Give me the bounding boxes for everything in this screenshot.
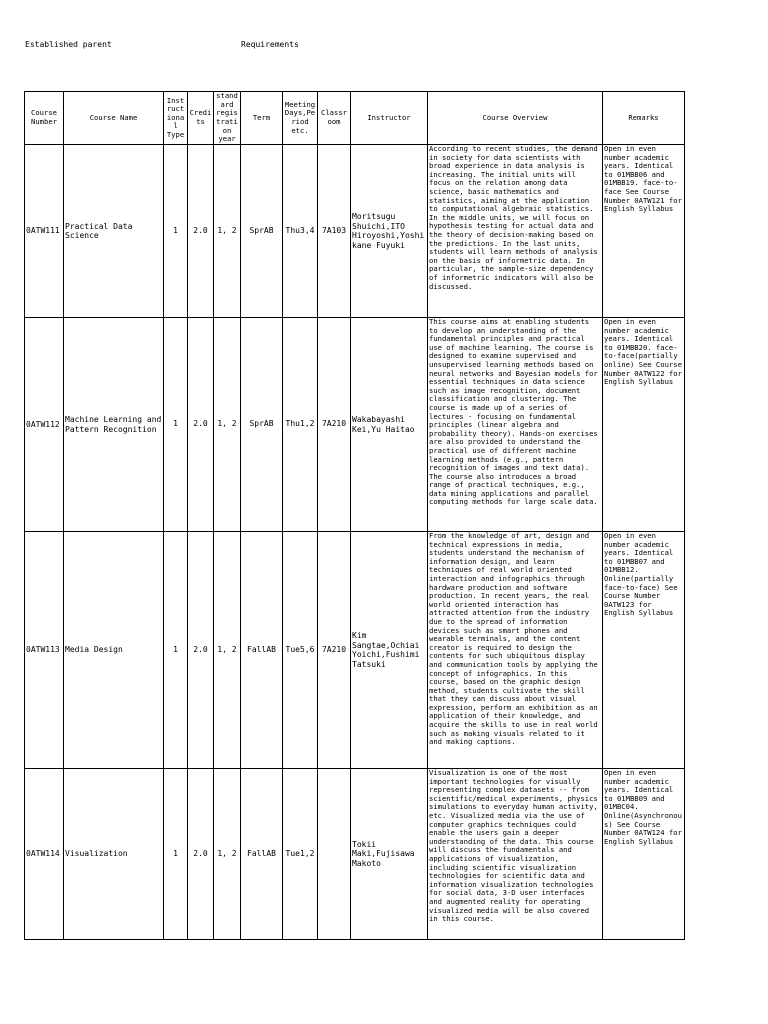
meeting-days: Tue1,2 [283,769,318,940]
course-number: 0ATW111 [25,145,64,318]
course-name: Machine Learning and Pattern Recognition [64,318,164,532]
col-header-course-name: Course Name [64,92,164,145]
col-header-instructor: Instructor [351,92,428,145]
credits: 2.0 [188,532,214,769]
registration-year: 1, 2 [214,769,241,940]
instructional-type: 1 [164,769,188,940]
meeting-days: Thu3,4 [283,145,318,318]
col-header-course-number: Course Number [25,92,64,145]
registration-year: 1, 2 [214,532,241,769]
table-header-row [25,92,685,145]
course-overview: From the knowledge of art, design and technical expressions in media, students understand the mechanism of information design, and learn techniques of real world oriented interaction and infographics through hardware production and software production. In recent years, the real world oriented interaction has attracted attention from the industry due to the spread of information devices such as smart phones and wearable terminals, and the content creator is required to design the contents for such ubiquitous display and communication tools by applying the concept of infographics. In this course, based on the graphic design method, students cultivate the skill that they can discuss about visual expression, perform an exhibition as an application of their knowledge, and acquire the skills to use in real world such as making visuals related to it and making captions. [428,532,603,769]
instructional-type: 1 [164,318,188,532]
classroom [318,769,351,940]
course-name: Media Design [64,532,164,769]
remarks: Open in even number academic years. Identical to 01MBB09 and 01MBC04. Online(Asynchronous) See Course Number 0ATW124 for English Syllabus [603,769,685,940]
remarks: Open in even number academic years. Identical to 01MBB06 and 01MBB19. face-to-face See Course Number 0ATW121 for English Syllabus [603,145,685,318]
course-number: 0ATW112 [25,318,64,532]
table-row [25,318,685,532]
classroom: 7A210 [318,318,351,532]
col-header-meeting: Meeting Days,Period etc. [283,92,318,145]
course-overview: According to recent studies, the demand in society for data scientists with broad experience in data analysis is increasing. The initial units will focus on the relation among data science, basic mathematics and statistics, aiming at the application to computational algebraic statistics. In the middle units, we will focus on hypothesis testing for actual data and the theory of decision-making based on the predictions. In the last units, students will learn methods of analysis on the basis of informetric data. In particular, the sample-size dependency of informetric indicators will also be discussed. [428,145,603,318]
col-header-credits: Credits [188,92,214,145]
instructor: Wakabayashi Kei,Yu Haitao [351,318,428,532]
course-overview: Visualization is one of the most important technologies for visually representing complex datasets -- from scientific/medical experiments, physics simulations to everyday human activity, etc. Visualized media via the use of computer graphics techniques could enable the users gain a deeper understanding of the data. This course will discuss the fundamentals and applications of visualization, including scientific visualization technologies for scientific data and information visualization technologies for social data, 3-D user interfaces and augmented reality for operating visualized media will be also covered in this course. [428,769,603,940]
term: FallAB [241,532,283,769]
col-header-registration-year: standard registration year [214,92,241,145]
course-name: Visualization [64,769,164,940]
instructor: Moritsugu Shuichi,ITO Hiroyoshi,Yoshikane Fuyuki [351,145,428,318]
remarks: Open in even number academic years. Identical to 01MBB20. face-to-face(partially online) See Course Number 0ATW122 for English Syllabus [603,318,685,532]
col-header-term: Term [241,92,283,145]
course-number: 0ATW114 [25,769,64,940]
col-header-instructional-type: Instructional Type [164,92,188,145]
course-overview: This course aims at enabling students to develop an understanding of the fundamental principles and practical use of machine learning. The course is designed to examine supervised and unsupervised learning methods based on neural networks and Bayesian models for essential techniques in data science such as image recognition, document classification and clustering. The course is made up of a series of lectures - focusing on fundamental principles (linear algebra and probability theory). Hands-on exercises are also provided to understand the practical use of different machine learning methods (e.g., pattern recognition of images and text data). The course also introduces a broad range of practical techniques, e.g., data mining applications and parallel computing methods for large scale data. [428,318,603,532]
remarks: Open in even number academic years. Identical to 01MBB07 and 01MBB12. Online(partially face-to-face) See Course Number 0ATW123 for English Syllabus [603,532,685,769]
requirements-label: Requirements [241,40,299,49]
registration-year: 1, 2 [214,145,241,318]
instructional-type: 1 [164,532,188,769]
term: FallAB [241,769,283,940]
classroom: 7A210 [318,532,351,769]
course-table [24,91,685,940]
course-name: Practical Data Science [64,145,164,318]
established-parent-label: Established parent [25,40,112,49]
credits: 2.0 [188,145,214,318]
credits: 2.0 [188,318,214,532]
table-row [25,769,685,940]
instructional-type: 1 [164,145,188,318]
col-header-remarks: Remarks [603,92,685,145]
term: SprAB [241,145,283,318]
course-number: 0ATW113 [25,532,64,769]
col-header-classroom: Classroom [318,92,351,145]
meeting-days: Thu1,2 [283,318,318,532]
registration-year: 1, 2 [214,318,241,532]
col-header-overview: Course Overview [428,92,603,145]
table-row [25,145,685,318]
classroom: 7A103 [318,145,351,318]
instructor: Tokii Maki,Fujisawa Makoto [351,769,428,940]
term: SprAB [241,318,283,532]
table-row [25,532,685,769]
credits: 2.0 [188,769,214,940]
meeting-days: Tue5,6 [283,532,318,769]
instructor: Kim Sangtae,Ochiai Yoichi,Fushimi Tatsuki [351,532,428,769]
